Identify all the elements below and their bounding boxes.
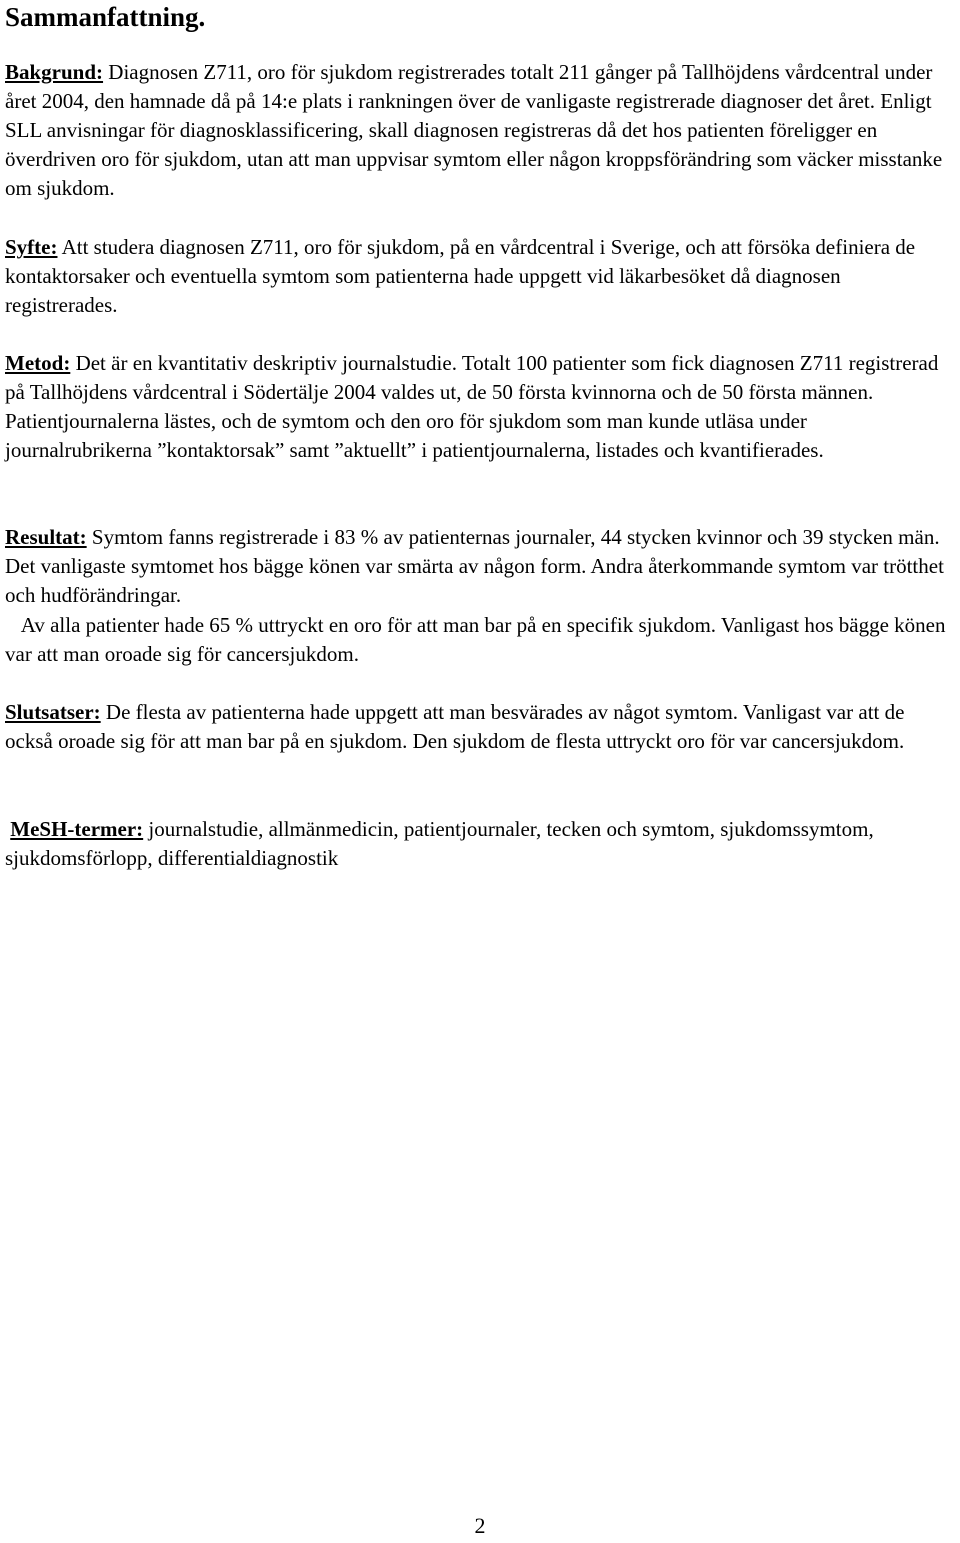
- document-page: [5, 0, 957, 870]
- resultat-text-2: Av alla patienter hade 65 % uttryckt en oro för att man bar på en specifik sjukdom. Vanligast hos bägge könen var att man oroade sig för cancersjukdom.: [5, 613, 951, 666]
- resultat-paragraph-2: [5, 611, 957, 669]
- metod-text: Det är en kvantitativ deskriptiv journalstudie. Totalt 100 patienter som fick diagnosen Z711 registrerad på Tallhöjdens vårdcentral i Södertälje 2004 valdes ut, de 50 första kvinnorna och de 50 första männen. Patientjournalerna lästes, och de symtom och den oro för sjukdom som man kunde utläsa under journalrubrikerna ”kontaktorsak” samt ”aktuellt” i patientjournalerna, listades och kvantifierades.: [5, 351, 939, 462]
- page-title: Sammanfattning.: [5, 2, 206, 32]
- bakgrund-text: Diagnosen Z711, oro för sjukdom registrerades totalt 211 gånger på Tallhöjdens vårdcentral under året 2004, den hamnade då på 14:e plats i rankningen över de vanligaste registrerade diagnoser det året. Enligt SLL anvisningar för diagnosklassificering, skall diagnosen registreras då det hos patienten föreligger en överdriven oro för sjukdom, utan att man uppvisar symtom eller någon kroppsförändring som väcker misstanke om sjukdom.: [5, 60, 943, 200]
- syfte-text: Att studera diagnosen Z711, oro för sjukdom, på en vårdcentral i Sverige, och att försöka definiera de kontaktorsaker och eventuella symtom som patienterna hade uppgett vid läkarbesöket då diagnosen registrerades.: [5, 235, 916, 317]
- bakgrund-paragraph: [5, 58, 957, 203]
- resultat-paragraph: [5, 523, 957, 610]
- page-number: 2: [474, 1513, 486, 1538]
- mesh-label: MeSH-termer:: [10, 817, 144, 841]
- slutsatser-text: De flesta av patienterna hade uppgett att man besvärades av något symtom. Vanligast var att de också oroade sig för att man bar på en sjukdom. Den sjukdom de flesta uttryckt oro för var cancersjukdom.: [5, 700, 905, 753]
- resultat-text: Symtom fanns registrerade i 83 % av patienternas journaler, 44 stycken kvinnor och 39 stycken män. Det vanligaste symtomet hos bägge könen var smärta av någon form. Andra återkommande symtom var trötthet och hudförändringar.: [5, 525, 944, 607]
- slutsatser-paragraph: [5, 698, 957, 756]
- syfte-label: Syfte:: [5, 235, 58, 259]
- resultat-label: Resultat:: [5, 525, 87, 549]
- syfte-paragraph: [5, 233, 957, 320]
- metod-paragraph: [5, 349, 957, 465]
- slutsatser-label: Slutsatser:: [5, 700, 101, 724]
- bakgrund-label: Bakgrund:: [5, 60, 104, 84]
- metod-label: Metod:: [5, 351, 71, 375]
- mesh-paragraph: [5, 815, 957, 873]
- mesh-text: journalstudie, allmänmedicin, patientjournaler, tecken och symtom, sjukdomssymtom, sjukdomsförlopp, differentialdiagnostik: [5, 817, 874, 870]
